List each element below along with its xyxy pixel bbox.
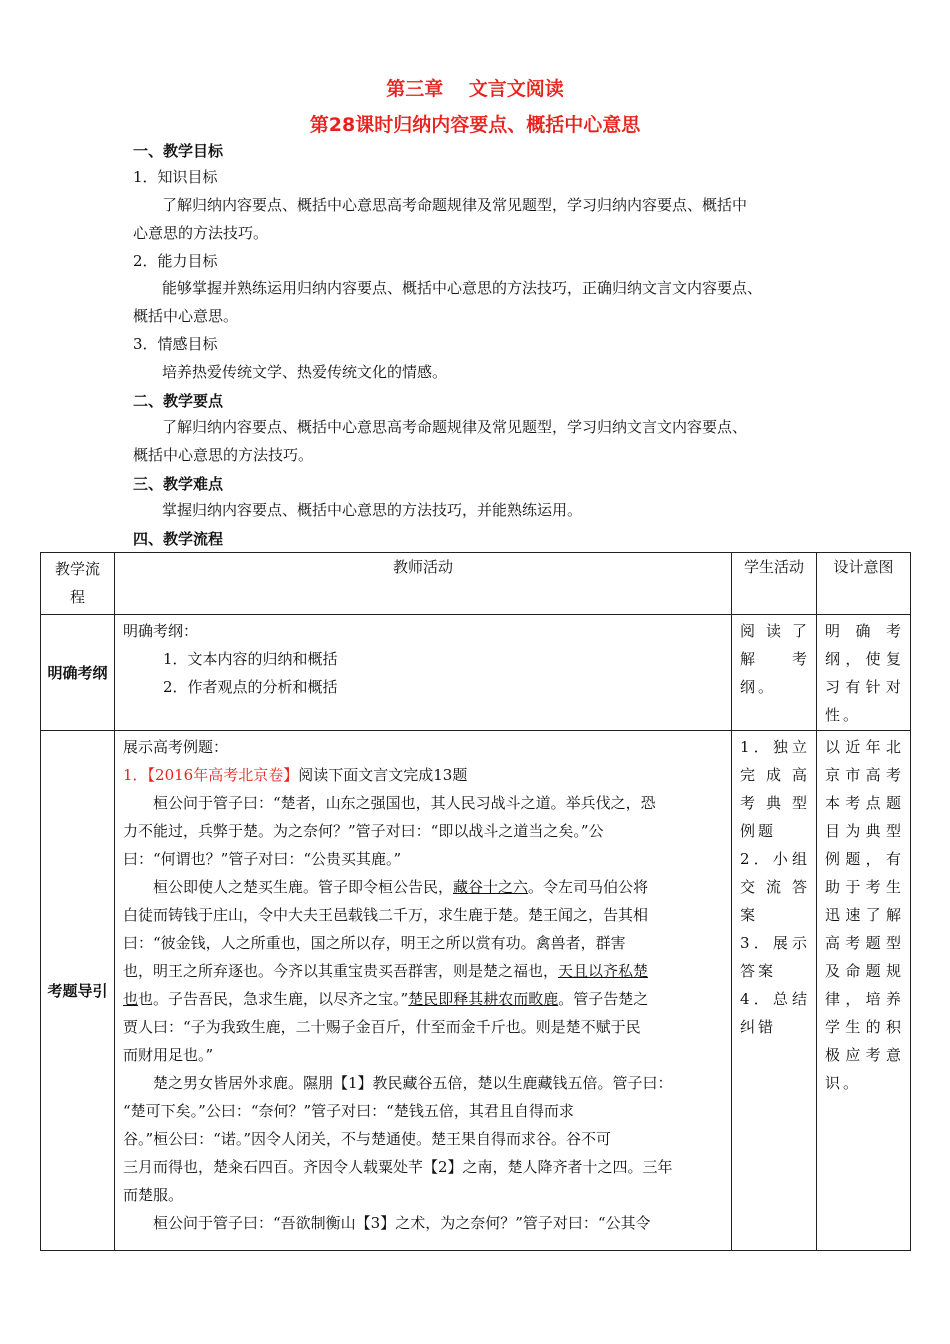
table-row: [41, 731, 911, 1251]
passage-line: 贾人曰：“子为我致生鹿，二十赐子金百斤，什至而金千斤也。则是楚不赋于民: [123, 1018, 641, 1036]
design-intent-exam-guide: 以近年北京市高考本考点题目为典型例题，有助于考生迅速了解高考题型及命题规律，培养学生的积极应考意识。: [817, 731, 911, 1251]
table-row: [41, 615, 911, 731]
teacher-activity-syllabus: 明确考纲： 1．文本内容的归纳和概括 2．作者观点的分析和概括: [115, 615, 732, 731]
example-heading: 1．【2016年高考北京卷】阅读下面文言文完成13题: [123, 766, 468, 784]
design-intent-syllabus: 明确考纲，使复习有针对性。: [817, 615, 911, 731]
header-student-activity: 学生活动: [732, 553, 817, 615]
objective-knowledge-title: 1．知识目标: [133, 168, 218, 186]
objective-knowledge-text-1: 了解归纳内容要点、概括中心意思高考命题规律及常见题型，学习归纳内容要点、概括中: [162, 196, 748, 214]
lesson-title: 第28课时归纳内容要点、概括中心意思: [309, 114, 641, 136]
passage-line: “楚可下矣。”公曰：“奈何？”管子对曰：“楚钱五倍，其君且自得而求: [123, 1102, 574, 1120]
passage-line: 白徒而铸钱于庄山，令中大夫王邑载钱二千万，求生鹿于楚。楚王闻之，告其相: [123, 906, 649, 924]
header-flow: 教学流程: [41, 553, 115, 615]
objective-ability-title: 2．能力目标: [133, 252, 218, 270]
passage-line: 也，明王之所弃逐也。今齐以其重宝贵买吾群害，则是楚之福也，天且以齐私楚: [123, 962, 649, 980]
objective-knowledge-text-2: 心意思的方法技巧。: [133, 224, 269, 242]
objective-ability-text-2: 概括中心意思。: [133, 307, 239, 325]
key-points-text-1: 了解归纳内容要点、概括中心意思高考命题规律及常见题型，学习归纳文言文内容要点、: [162, 418, 748, 436]
section-heading-flow: 四、教学流程: [133, 530, 224, 548]
objective-ability-text-1: 能够掌握并熟练运用归纳内容要点、概括中心意思的方法技巧，正确归纳文言文内容要点、: [162, 279, 763, 297]
passage-line: 而财用足也。”: [123, 1046, 214, 1064]
passage-line: 曰：“何谓也？”管子对曰：“公贵买其鹿。”: [123, 850, 402, 868]
difficulties-text: 掌握归纳内容要点、概括中心意思的方法技巧，并能熟练运用。: [162, 501, 583, 519]
passage-line: 三月而得也，楚籴石四百。齐因令人载粟处芊【2】之南，楚人降齐者十之四。三年: [123, 1158, 673, 1176]
key-points-text-2: 概括中心意思的方法技巧。: [133, 446, 314, 464]
teacher-activity-exam-guide: 展示高考例题： 1．【2016年高考北京卷】阅读下面文言文完成13题 桓公问于管子曰：“楚者，山东之强国也，其人民习战斗之道。举兵伐之，恐 力不能过，兵弊于楚。为之奈何？”管子对曰：“即以战斗之道当之矣。”公 曰：“何谓也？”管子对曰：“公贵买其鹿。” 桓公即使人之楚买生鹿。管子即令桓公告民，藏谷十之六。令左司马伯公将 白徒而铸钱于庄山，令中大夫王邑载钱二千万，求生鹿于楚。楚王闻之，告其相 曰：“彼金钱，人之所重也，国之所以存，明王之所以赏有功。禽兽者，群害 也，明王之所弃逐也。今齐以其重宝贵买吾群害，则是楚之福也，天且以齐私楚 也也。子告吾民，急求生鹿，以尽齐之宝。”楚民即释其耕农而畋鹿。管子告楚之 贾人曰：“子为我致生鹿，二十赐子金百斤，什至而金千斤也。则是楚不赋于民 而财用足也。” 楚之男女皆居外求鹿。隰朋【1】教民藏谷五倍，楚以生鹿藏钱五倍。管子曰： “楚可下矣。”公曰：“奈何？”管子对曰：“楚钱五倍，其君且自得而求 谷。”桓公曰：“诺。”因令人闭关，不与楚通使。楚王果自得而求谷。谷不可 三月而得也，楚籴石四百。齐因令人载粟处芊【2】之南，楚人降齐者十之四。三年 而楚服。 桓公问于管子曰：“吾欲制衡山【3】之术，为之奈何？”管子对曰：“公其令: [115, 731, 732, 1251]
passage-line: 而楚服。: [123, 1186, 184, 1204]
row-label-syllabus: 明确考纲: [41, 615, 115, 731]
section-heading-objectives: 一、教学目标: [133, 142, 224, 160]
student-activity-syllabus: 阅读了解考纲。: [732, 615, 817, 731]
passage-line: 曰：“彼金钱，人之所重也，国之所以存，明王之所以赏有功。禽兽者，群害: [123, 934, 626, 952]
section-heading-key-points: 二、教学要点: [133, 392, 224, 410]
passage-line: 桓公问于管子曰：“楚者，山东之强国也，其人民习战斗之道。举兵伐之，恐: [123, 794, 656, 812]
header-teacher-activity: 教师活动: [115, 553, 732, 615]
passage-line: 楚之男女皆居外求鹿。隰朋【1】教民藏谷五倍，楚以生鹿藏钱五倍。管子曰：: [123, 1074, 673, 1092]
passage-line: 力不能过，兵弊于楚。为之奈何？”管子对曰：“即以战斗之道当之矣。”公: [123, 822, 604, 840]
chapter-title: 第三章 文言文阅读: [386, 78, 564, 100]
passage-line: 谷。”桓公曰：“诺。”因令人闭关，不与楚通使。楚王果自得而求谷。谷不可: [123, 1130, 612, 1148]
passage-line: 桓公即使人之楚买生鹿。管子即令桓公告民，藏谷十之六。令左司马伯公将: [123, 878, 649, 896]
table-header-row: [41, 553, 911, 615]
student-activity-exam-guide: 1．独立完成高考典型例题 2．小组交流答案 3．展示答案 4．总结纠错: [732, 731, 817, 1251]
objective-emotion-title: 3．情感目标: [133, 335, 218, 353]
section-heading-difficulties: 三、教学难点: [133, 475, 224, 493]
objective-emotion-text: 培养热爱传统文学、热爱传统文化的情感。: [162, 363, 448, 381]
passage-line: 也也。子告吾民，急求生鹿，以尽齐之宝。”楚民即释其耕农而畋鹿。管子告楚之: [123, 990, 649, 1008]
header-design-intent: 设计意图: [817, 553, 911, 615]
passage-line: 桓公问于管子曰：“吾欲制衡山【3】之术，为之奈何？”管子对曰：“公其令: [123, 1214, 651, 1232]
teaching-flow-table: [40, 552, 911, 1251]
row-label-exam-guide: 考题导引: [41, 731, 115, 1251]
